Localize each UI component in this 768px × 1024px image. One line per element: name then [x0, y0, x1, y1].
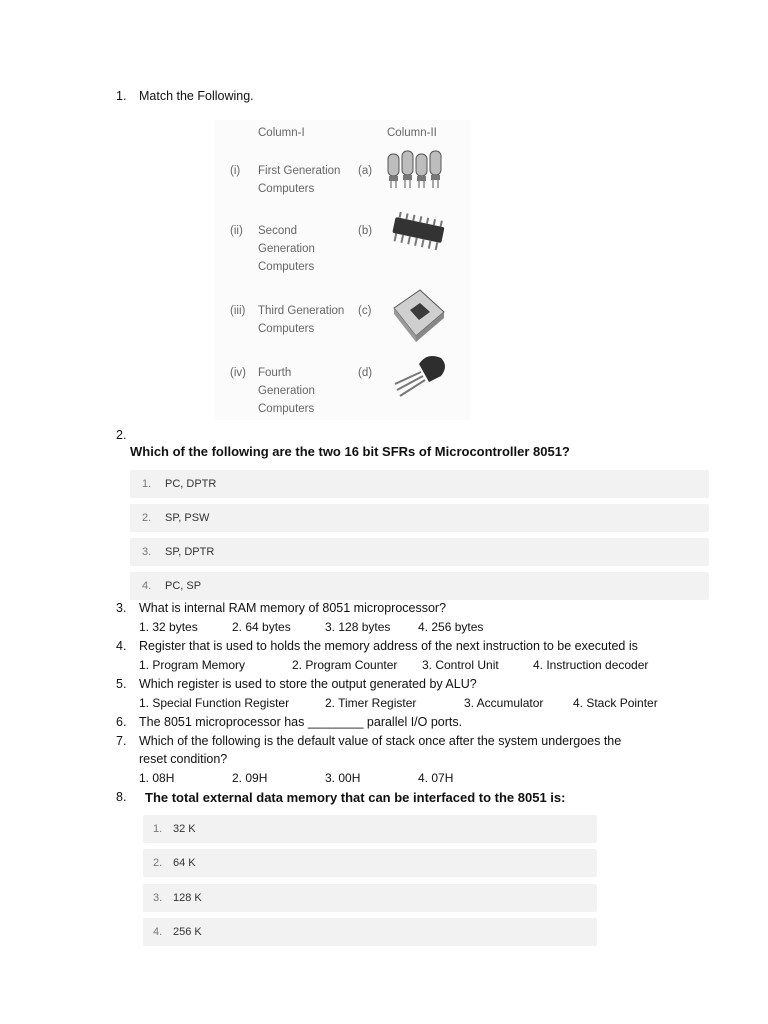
q2-option-3-number: 3.: [142, 546, 152, 558]
vacuum-tubes-icon: [385, 148, 447, 190]
column-1-header: Column-I: [258, 127, 305, 139]
row-3-letter: (c): [358, 305, 372, 317]
q7-text-continued: reset condition?: [139, 752, 228, 766]
q2-option-3[interactable]: [130, 538, 709, 566]
q4-options: [139, 658, 699, 676]
q8-option-4[interactable]: [143, 918, 597, 946]
q8-option-4-number: 4.: [153, 926, 163, 938]
q3-options: [139, 620, 699, 638]
q6-text: The 8051 microprocessor has ________ parallel I/O ports.: [139, 715, 463, 729]
q2-option-3-label: SP, DPTR: [165, 546, 215, 558]
q2-option-1[interactable]: [130, 470, 709, 498]
q8-option-1[interactable]: [143, 815, 597, 843]
q3-option-3[interactable]: 3. 128 bytes: [325, 620, 391, 634]
row-4-number: (iv): [230, 367, 246, 379]
q4-number: 4.: [116, 639, 127, 653]
q1-text: Match the Following.: [139, 89, 254, 103]
row-1-number: (i): [230, 165, 241, 177]
row-2-line-1: Second: [258, 225, 298, 237]
q2-option-1-label: PC, DPTR: [165, 478, 217, 490]
q4-option-3[interactable]: 3. Control Unit: [422, 658, 499, 672]
microprocessor-chip-icon: [388, 286, 448, 348]
row-4-letter: (d): [358, 367, 373, 379]
q2-text: Which of the following are the two 16 bit SFRs of Microcontroller 8051?: [130, 444, 570, 459]
row-4-line-3: Computers: [258, 403, 315, 415]
q7-option-2[interactable]: 2. 09H: [232, 771, 268, 785]
q8-option-3[interactable]: [143, 884, 597, 912]
q5-option-1[interactable]: 1. Special Function Register: [139, 696, 290, 710]
q1-number: 1.: [116, 89, 127, 103]
q2-option-4-label: PC, SP: [165, 580, 202, 592]
row-1-line-1: First Generation: [258, 165, 341, 177]
integrated-circuit-icon: [387, 212, 449, 252]
q3-number: 3.: [116, 601, 127, 615]
q7-text: Which of the following is the default value of stack once after the system undergoes the: [139, 734, 622, 748]
row-1-letter: (a): [358, 165, 373, 177]
q8-option-2-number: 2.: [153, 857, 163, 869]
q8-option-2-label: 64 K: [173, 857, 196, 869]
row-3-line-1: Third Generation: [258, 305, 345, 317]
q2-option-2-label: SP, PSW: [165, 512, 210, 524]
q7-options: [139, 771, 699, 789]
match-table: [215, 120, 470, 420]
q2-option-1-number: 1.: [142, 478, 152, 490]
q3-option-4[interactable]: 4. 256 bytes: [418, 620, 484, 634]
row-4-line-1: Fourth: [258, 367, 292, 379]
q4-text: Register that is used to holds the memory address of the next instruction to be executed is: [139, 639, 638, 653]
q8-option-4-label: 256 K: [173, 926, 202, 938]
q8-option-1-number: 1.: [153, 823, 163, 835]
q4-option-2[interactable]: 2. Program Counter: [292, 658, 398, 672]
q5-options: [139, 696, 699, 714]
q2-option-2[interactable]: [130, 504, 709, 532]
q7-number: 7.: [116, 734, 127, 748]
row-2-line-2: Generation: [258, 243, 315, 255]
q2-option-2-number: 2.: [142, 512, 152, 524]
row-2-letter: (b): [358, 225, 373, 237]
column-2-header: Column-II: [387, 127, 437, 139]
q5-option-3[interactable]: 3. Accumulator: [464, 696, 544, 710]
q8-option-3-label: 128 K: [173, 892, 202, 904]
q5-text: Which register is used to store the output generated by ALU?: [139, 677, 477, 691]
transistor-icon: [391, 350, 451, 400]
q8-number: 8.: [116, 790, 127, 804]
q2-option-4-number: 4.: [142, 580, 152, 592]
q7-option-1[interactable]: 1. 08H: [139, 771, 175, 785]
q5-option-2[interactable]: 2. Timer Register: [325, 696, 417, 710]
q4-option-4[interactable]: 4. Instruction decoder: [533, 658, 649, 672]
row-2-number: (ii): [230, 225, 243, 237]
q2-option-4[interactable]: [130, 572, 709, 600]
q8-text: The total external data memory that can be interfaced to the 8051 is:: [145, 790, 566, 805]
q3-option-2[interactable]: 2. 64 bytes: [232, 620, 291, 634]
q3-text: What is internal RAM memory of 8051 microprocessor?: [139, 601, 447, 615]
q5-number: 5.: [116, 677, 127, 691]
q7-option-3[interactable]: 3. 00H: [325, 771, 361, 785]
q4-option-1[interactable]: 1. Program Memory: [139, 658, 246, 672]
row-3-number: (iii): [230, 305, 246, 317]
q6-number: 6.: [116, 715, 127, 729]
q8-option-3-number: 3.: [153, 892, 163, 904]
row-3-line-2: Computers: [258, 323, 315, 335]
row-4-line-2: Generation: [258, 385, 315, 397]
q7-option-4[interactable]: 4. 07H: [418, 771, 454, 785]
q3-option-1[interactable]: 1. 32 bytes: [139, 620, 198, 634]
q8-option-1-label: 32 K: [173, 823, 196, 835]
q2-number: 2.: [116, 428, 127, 442]
row-2-line-3: Computers: [258, 261, 315, 273]
q8-option-2[interactable]: [143, 849, 597, 877]
row-1-line-2: Computers: [258, 183, 315, 195]
q5-option-4[interactable]: 4. Stack Pointer: [573, 696, 658, 710]
